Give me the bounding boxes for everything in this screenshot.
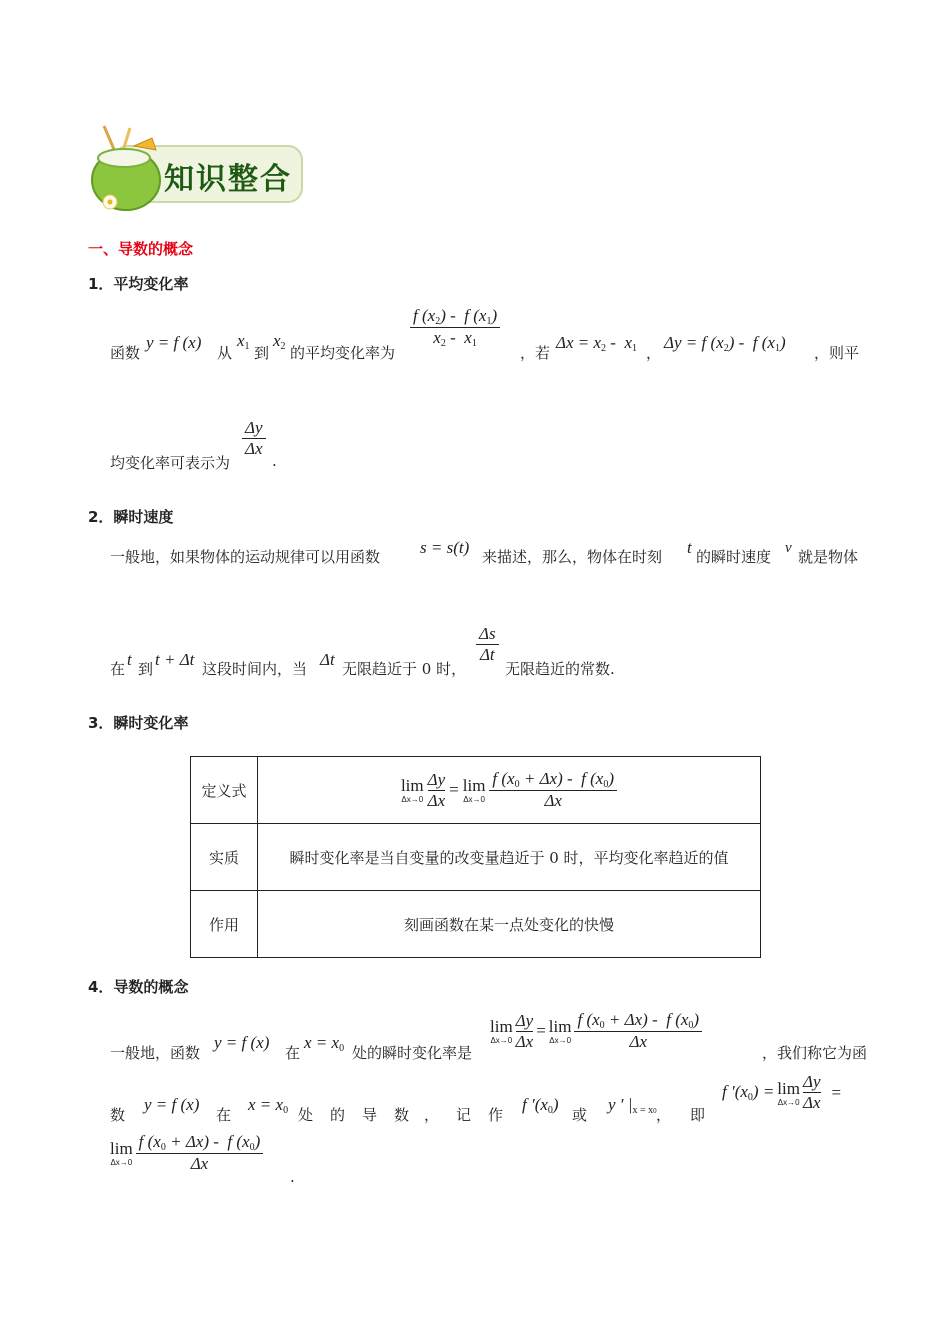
text: 处 [298,1106,314,1124]
text: 就是物体 [798,548,859,566]
text: . [290,1168,295,1186]
section-banner [86,124,306,214]
heading-derivative: 4．导数的概念 [88,978,189,996]
formula-s-st: s = s(t) [420,538,470,557]
table-label: 作用 [191,891,258,958]
formula-y-prime-at-x0: y ′ $|_{x = x0}$ [608,1095,657,1116]
formula-derivative-limit: lim Δx→0 $\frac{\Delta y}{\Delta x}$ = lim Δx→0 f $(x_0 + \Delta x) - f$ $(x_0)$ Δx [490,1010,702,1052]
heading-instant-velocity: 2．瞬时速度 [88,508,174,526]
table-content: 刻画函数在某一点处变化的快慢 [258,891,761,958]
text: ， [656,1106,672,1124]
formula-y-fx: y = f (x) [144,1095,200,1114]
table-label: 实质 [191,824,258,891]
text: 在 [285,1044,301,1062]
text: 到 [254,344,270,362]
banner-title: 知识整合 [164,162,292,197]
text: 从 [217,344,233,362]
formula-f-prime-definition: f $'(x_0)$ = lim Δx→0 $\frac{\Delta y}{\Delta x}$ = [722,1072,842,1112]
formula-delta-x: $\Delta x = x_2 - x_1$ [556,333,638,354]
text: 数 [110,1106,126,1124]
text: 的 [330,1106,346,1124]
formula-x1: $x_1$ [237,331,250,352]
text: 一般地，如果物体的运动规律可以用函数 [110,548,381,566]
text: 导 [362,1106,378,1124]
text: 函数 [110,344,141,362]
text: 到 [138,660,154,678]
formula-t-plus-dt: t + Δt [155,650,195,669]
text: 处的瞬时变化率是 [352,1044,473,1062]
text: 在 [110,660,126,678]
text: ，若 [520,344,551,362]
formula-t: t [127,650,132,669]
text: 或 [572,1106,588,1124]
text: . [272,452,277,470]
text: 的平均变化率为 [290,344,396,362]
formula-x2: $x_2$ [273,331,286,352]
formula-f-prime-x0: f $'(x_0)$ [522,1095,559,1116]
formula-v: v [785,540,792,556]
table-row [191,891,761,958]
formula-average-rate-fraction: f $(x_2)$ - f $(x_1)$ $x_2 - x_1$ [410,306,500,349]
text: 数 [394,1106,410,1124]
definition-formula: lim Δx→0 $\frac{\Delta y}{\Delta x}$ = lim Δx→0 f $(x_0 + \Delta x) - f$ $(x_0)$ Δx [258,757,761,824]
heading-average-rate: 1．平均变化率 [88,275,189,293]
text: 这段时间内，当 [202,660,308,678]
instant-rate-table [190,756,761,958]
formula-y-fx: y = f (x) [214,1033,270,1052]
table-label: 定义式 [191,757,258,824]
formula-ds-dt: Δs Δt [476,624,499,665]
text: 无限趋近的常数. [505,660,615,678]
text: 均变化率可表示为 [110,454,231,472]
text: 来描述，那么，物体在时刻 [482,548,663,566]
text: ，我们称它为函 [762,1044,868,1062]
heading-instant-rate: 3．瞬时变化率 [88,714,189,732]
formula-dy-dx: Δy Δx [242,418,266,459]
text: ，则平 [814,344,860,362]
table-content: 瞬时变化率是当自变量的改变量趋近于 0 时，平均变化率趋近的值 [258,824,761,891]
formula-x-x0: $x = x_0$ [248,1095,289,1116]
text: ， [646,344,662,362]
formula-f-prime-limit: lim Δx→0 f $(x_0 + \Delta x) - f$ $(x_0)$ Δx [110,1132,263,1174]
formula-t: t [687,538,692,557]
text: 作 [488,1106,504,1124]
text: 记 [456,1106,472,1124]
formula-delta-y: Δy = f $(x_2)$ - f $(x_1)$ [664,333,786,354]
text: 在 [216,1106,232,1124]
table-row [191,757,761,824]
formula-delta-t: Δt [320,650,335,669]
text: 无限趋近于 0 时， [342,660,467,678]
section-title: 一、导数的概念 [88,240,194,258]
text: 即 [690,1106,706,1124]
text: 的瞬时速度 [696,548,772,566]
formula-x-x0: $x = x_0$ [304,1033,345,1054]
text: 一般地，函数 [110,1044,201,1062]
table-row [191,824,761,891]
text: ， [424,1106,440,1124]
formula-y-fx: y = f (x) [146,333,202,352]
